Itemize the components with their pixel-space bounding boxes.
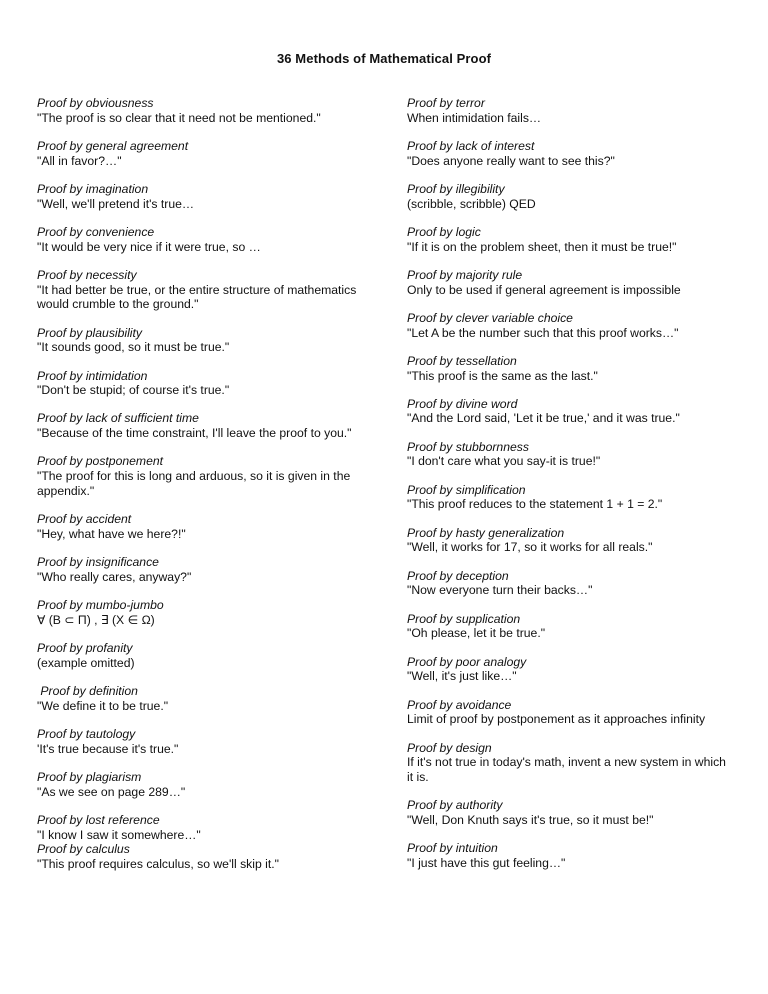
proof-entry — [37, 225, 377, 254]
proof-name: Proof by imagination — [37, 181, 149, 196]
proof-name: Proof by authority — [407, 798, 503, 813]
proof-description: "If it is on the problem sheet, then it must be true!" — [407, 239, 677, 254]
proof-description: "Does anyone really want to see this?" — [407, 153, 615, 168]
proof-name: Proof by intimidation — [37, 368, 148, 383]
proof-name: Proof by plausibility — [37, 325, 142, 340]
right-column — [407, 96, 727, 884]
proof-name: Proof by lost reference — [37, 812, 160, 827]
proof-description: (example omitted) — [37, 655, 135, 670]
proof-description: "Who really cares, anyway?" — [37, 569, 192, 584]
proof-name: Proof by necessity — [37, 267, 137, 282]
proof-name: Proof by plagiarism — [37, 769, 142, 784]
proof-entry — [37, 641, 377, 670]
proof-name: Proof by divine word — [407, 396, 518, 411]
proof-description: "I know I saw it somewhere…" — [37, 827, 201, 842]
proof-entry — [37, 842, 377, 871]
proof-entry — [37, 326, 377, 355]
proof-name: Proof by supplication — [407, 611, 521, 626]
proof-name: Proof by terror — [407, 96, 485, 110]
proof-name: Proof by postponement — [37, 454, 164, 469]
proof-entry — [37, 96, 377, 125]
proof-description: "It had better be true, or the entire structure of mathematics would crumble to the ground." — [37, 282, 357, 312]
proof-description: "We define it to be true." — [37, 698, 169, 713]
proof-entry — [407, 741, 727, 785]
proof-entry — [407, 311, 727, 340]
proof-description: "This proof requires calculus, so we'll skip it." — [37, 856, 279, 871]
proof-entry — [37, 411, 377, 440]
proof-description: "Well, Don Knuth says it's true, so it must be!" — [407, 812, 654, 827]
proof-description: "Well, it's just like…" — [407, 669, 517, 684]
proof-name: Proof by intuition — [407, 841, 498, 856]
proof-description: "Don't be stupid; of course it's true." — [37, 383, 230, 398]
proof-description: "Well, it works for 17, so it works for all reals." — [407, 540, 653, 555]
proof-name: Proof by accident — [37, 512, 132, 527]
proof-name: Proof by obviousness — [37, 96, 154, 110]
page-title: 36 Methods of Mathematical Proof — [276, 51, 492, 66]
proof-entry — [37, 813, 377, 842]
proof-entry — [37, 369, 377, 398]
proof-name: Proof by insignificance — [37, 555, 159, 570]
proof-entry — [407, 139, 727, 168]
proof-description: "The proof for this is long and arduous, so it is given in the appendix." — [37, 469, 351, 498]
proof-entry — [407, 397, 727, 426]
proof-name: Proof by tautology — [37, 726, 136, 741]
proof-name: Proof by design — [407, 740, 492, 755]
proof-name: Proof by general agreement — [37, 138, 189, 153]
proof-description: "Let A be the number such that this proof works…" — [407, 325, 679, 340]
proof-entry — [407, 841, 727, 870]
proof-name: Proof by deception — [407, 568, 509, 583]
proof-entry — [407, 354, 727, 383]
proof-description: "Because of the time constraint, I'll leave the proof to you." — [37, 426, 352, 441]
proof-entry — [407, 225, 727, 254]
proof-description: 'It's true because it's true." — [37, 741, 179, 756]
proof-name: Proof by clever variable choice — [407, 310, 573, 325]
proof-name: Proof by definition — [37, 683, 138, 698]
proof-entry — [407, 483, 727, 512]
proof-entry — [407, 612, 727, 641]
proof-description: "I just have this gut feeling…" — [407, 855, 566, 870]
proof-description: "And the Lord said, 'Let it be true,' and it was true." — [407, 411, 680, 426]
proof-description: Limit of proof by postponement as it approaches infinity — [407, 712, 706, 727]
proof-name: Proof by avoidance — [407, 697, 512, 712]
proof-entry — [37, 268, 377, 312]
proof-name: Proof by convenience — [37, 224, 155, 239]
proof-description: "Hey, what have we here?!" — [37, 526, 186, 541]
proof-description: "Well, we'll pretend it's true… — [37, 196, 195, 211]
proof-entry — [407, 268, 727, 297]
proof-name: Proof by poor analogy — [407, 654, 527, 669]
proof-entry — [37, 727, 377, 756]
proof-entry — [37, 139, 377, 168]
proof-description: (scribble, scribble) QED — [407, 196, 536, 211]
proof-name: Proof by tessellation — [407, 353, 517, 368]
proof-name: Proof by logic — [407, 224, 481, 239]
proof-description: Only to be used if general agreement is impossible — [407, 282, 681, 297]
proof-entry — [37, 770, 377, 799]
proof-description: "It sounds good, so it must be true." — [37, 340, 230, 355]
proof-entry — [37, 454, 377, 498]
proof-description: "I don't care what you say-it is true!" — [407, 454, 601, 469]
proof-description: "Oh please, let it be true." — [407, 626, 546, 641]
proof-entry — [407, 440, 727, 469]
proof-description: If it's not true in today's math, invent a new system in which it is. — [407, 755, 726, 784]
proof-entry — [37, 598, 377, 627]
proof-description: "All in favor?…" — [37, 153, 122, 168]
proof-description: "As we see on page 289…" — [37, 784, 186, 799]
proof-name: Proof by profanity — [37, 641, 133, 655]
proof-name: Proof by simplification — [407, 482, 526, 497]
proof-description: "Now everyone turn their backs…" — [407, 583, 593, 598]
proof-entry — [37, 182, 377, 211]
proof-entry — [407, 655, 727, 684]
proof-entry — [407, 182, 727, 211]
proof-name: Proof by stubbornness — [407, 439, 529, 454]
proof-description: "The proof is so clear that it need not be mentioned." — [37, 110, 321, 125]
proof-name: Proof by calculus — [37, 842, 130, 857]
proof-entry — [407, 798, 727, 827]
proof-name: Proof by hasty generalization — [407, 525, 565, 540]
proof-entry — [407, 698, 727, 727]
proof-name: Proof by lack of interest — [407, 138, 535, 153]
proof-entry — [37, 512, 377, 541]
proof-description: "This proof is the same as the last." — [407, 368, 598, 383]
proof-name: Proof by majority rule — [407, 267, 523, 282]
proof-entry — [407, 96, 727, 125]
proof-description: "This proof reduces to the statement 1 + 1 = 2." — [407, 497, 663, 512]
proof-description: "It would be very nice if it were true, so … — [37, 239, 261, 254]
proof-entry — [407, 569, 727, 598]
proof-name: Proof by mumbo-jumbo — [37, 598, 164, 613]
proof-entry — [407, 526, 727, 555]
proof-name: Proof by lack of sufficient time — [37, 411, 199, 426]
proof-name: Proof by illegibility — [407, 181, 505, 196]
proof-entry — [37, 684, 377, 713]
proof-description: When intimidation fails… — [407, 110, 542, 125]
proof-description: ∀ (Β ⊂ Π) , ∃ (Χ ∈ Ω) — [37, 612, 155, 627]
proof-entry — [37, 555, 377, 584]
left-column — [37, 96, 377, 885]
